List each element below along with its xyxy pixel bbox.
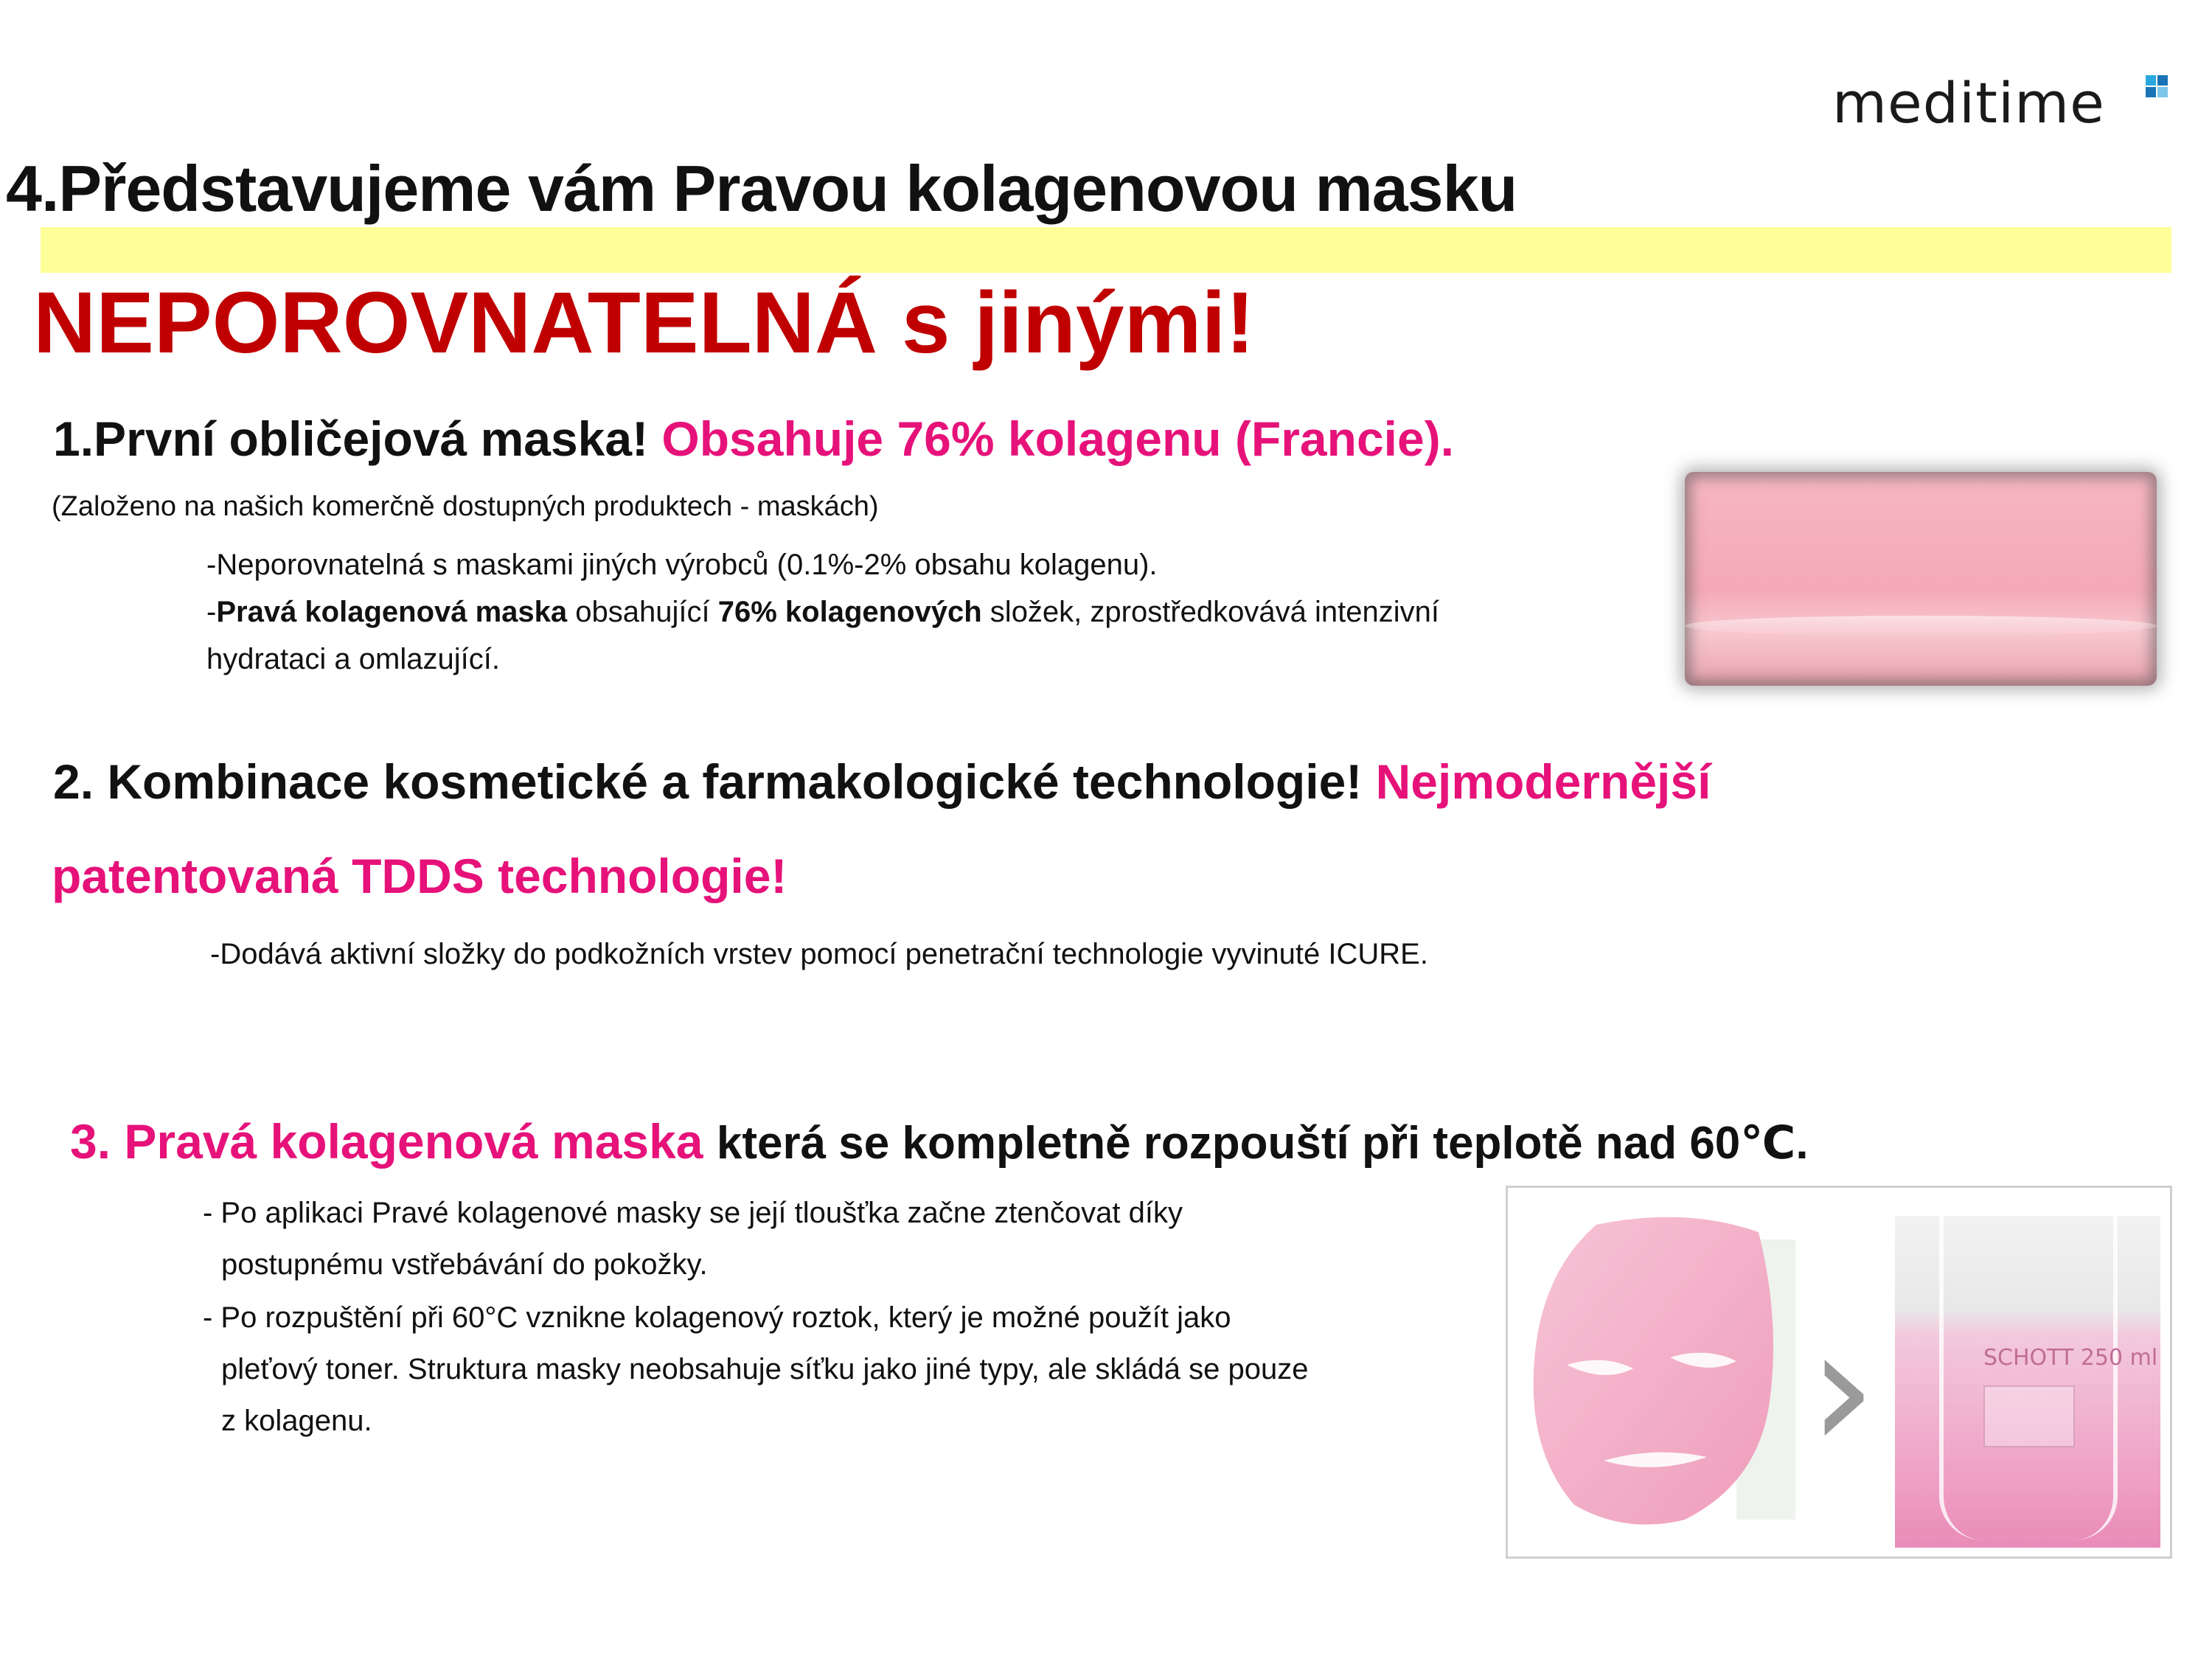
section3-heading-pink: 3. Pravá kolagenová maska — [70, 1114, 717, 1169]
section1-bullet2-line2: hydrataci a omlazující. — [206, 643, 500, 675]
page-title: 4.Představujeme vám Pravou kolagenovou masku — [6, 152, 1517, 225]
section1-bullet2 — [206, 588, 1439, 636]
section2-heading — [53, 754, 1711, 810]
section3-bullet2-line3: z kolagenu. — [221, 1405, 372, 1437]
highlight-bar — [41, 227, 2171, 273]
section1-bullet1: -Neporovnatelná s maskami jiných výrobců (0.1%-2% obsahu kolagenu). — [206, 549, 1158, 581]
section2-heading-pink-2: patentovaná TDDS technologie! — [52, 849, 787, 903]
section3-bullet1-line1: - Po aplikaci Pravé kolagenové masky se její tloušťka začne ztenčovat díky — [203, 1197, 1183, 1229]
section3-bullet1-line2: postupnému vstřebávání do pokožky. — [221, 1248, 708, 1281]
section1-note: (Založeno na našich komerčně dostupných produktech - maskách) — [52, 491, 879, 522]
section3-heading-black: která se kompletně rozpouští při teplotě nad 60℃. — [716, 1118, 1809, 1169]
cross-plus-icon — [2146, 75, 2168, 97]
section1-heading — [53, 411, 1454, 467]
logo-text: meditime — [1832, 70, 2105, 136]
section3-bullet2-line2: pleťový toner. Struktura masky neobsahuje síťku jako jiné typy, ale skládá se pouze — [221, 1353, 1309, 1385]
bullet2-mid: obsahující — [567, 596, 718, 628]
pink-face-mask-image — [1515, 1210, 1810, 1534]
section2-bullet: -Dodává aktivní složky do podkožních vrstev pomocí penetrační technologie vyvinuté ICURE. — [210, 938, 1428, 970]
bullet2-bold2: 76% kolagenových — [717, 596, 982, 628]
section3-heading — [70, 1113, 1809, 1169]
mask-dissolving-image — [1506, 1186, 2172, 1559]
headline: NEPOROVNATELNÁ s jinými! — [33, 274, 1255, 372]
chevron-right-icon: › — [1809, 1291, 1877, 1488]
section2-heading-black: 2. Kombinace kosmetické a farmakologické technologie! — [53, 754, 1376, 809]
bullet2-bold1: Pravá kolagenová maska — [216, 596, 568, 628]
section3-bullet2-line1: - Po rozpuštění při 60°C vznikne kolagenový roztok, který je možné použít jako — [203, 1301, 1231, 1334]
beaker-label: SCHOTT 250 ml — [1983, 1345, 2158, 1371]
pink-collagen-sheet-image — [1685, 472, 2157, 686]
meditime-logo — [1832, 70, 2105, 136]
section1-heading-black: 1.První obličejová maska! — [53, 411, 662, 466]
section2-heading-pink-1: Nejmodernější — [1375, 754, 1711, 809]
section1-heading-pink: Obsahuje 76% kolagenu (Francie). — [661, 411, 1455, 466]
bullet2-tail: složek, zprostředkovává intenzivní — [981, 596, 1439, 628]
beaker-image — [1895, 1216, 2160, 1548]
bullet2-dash: - — [206, 596, 217, 628]
